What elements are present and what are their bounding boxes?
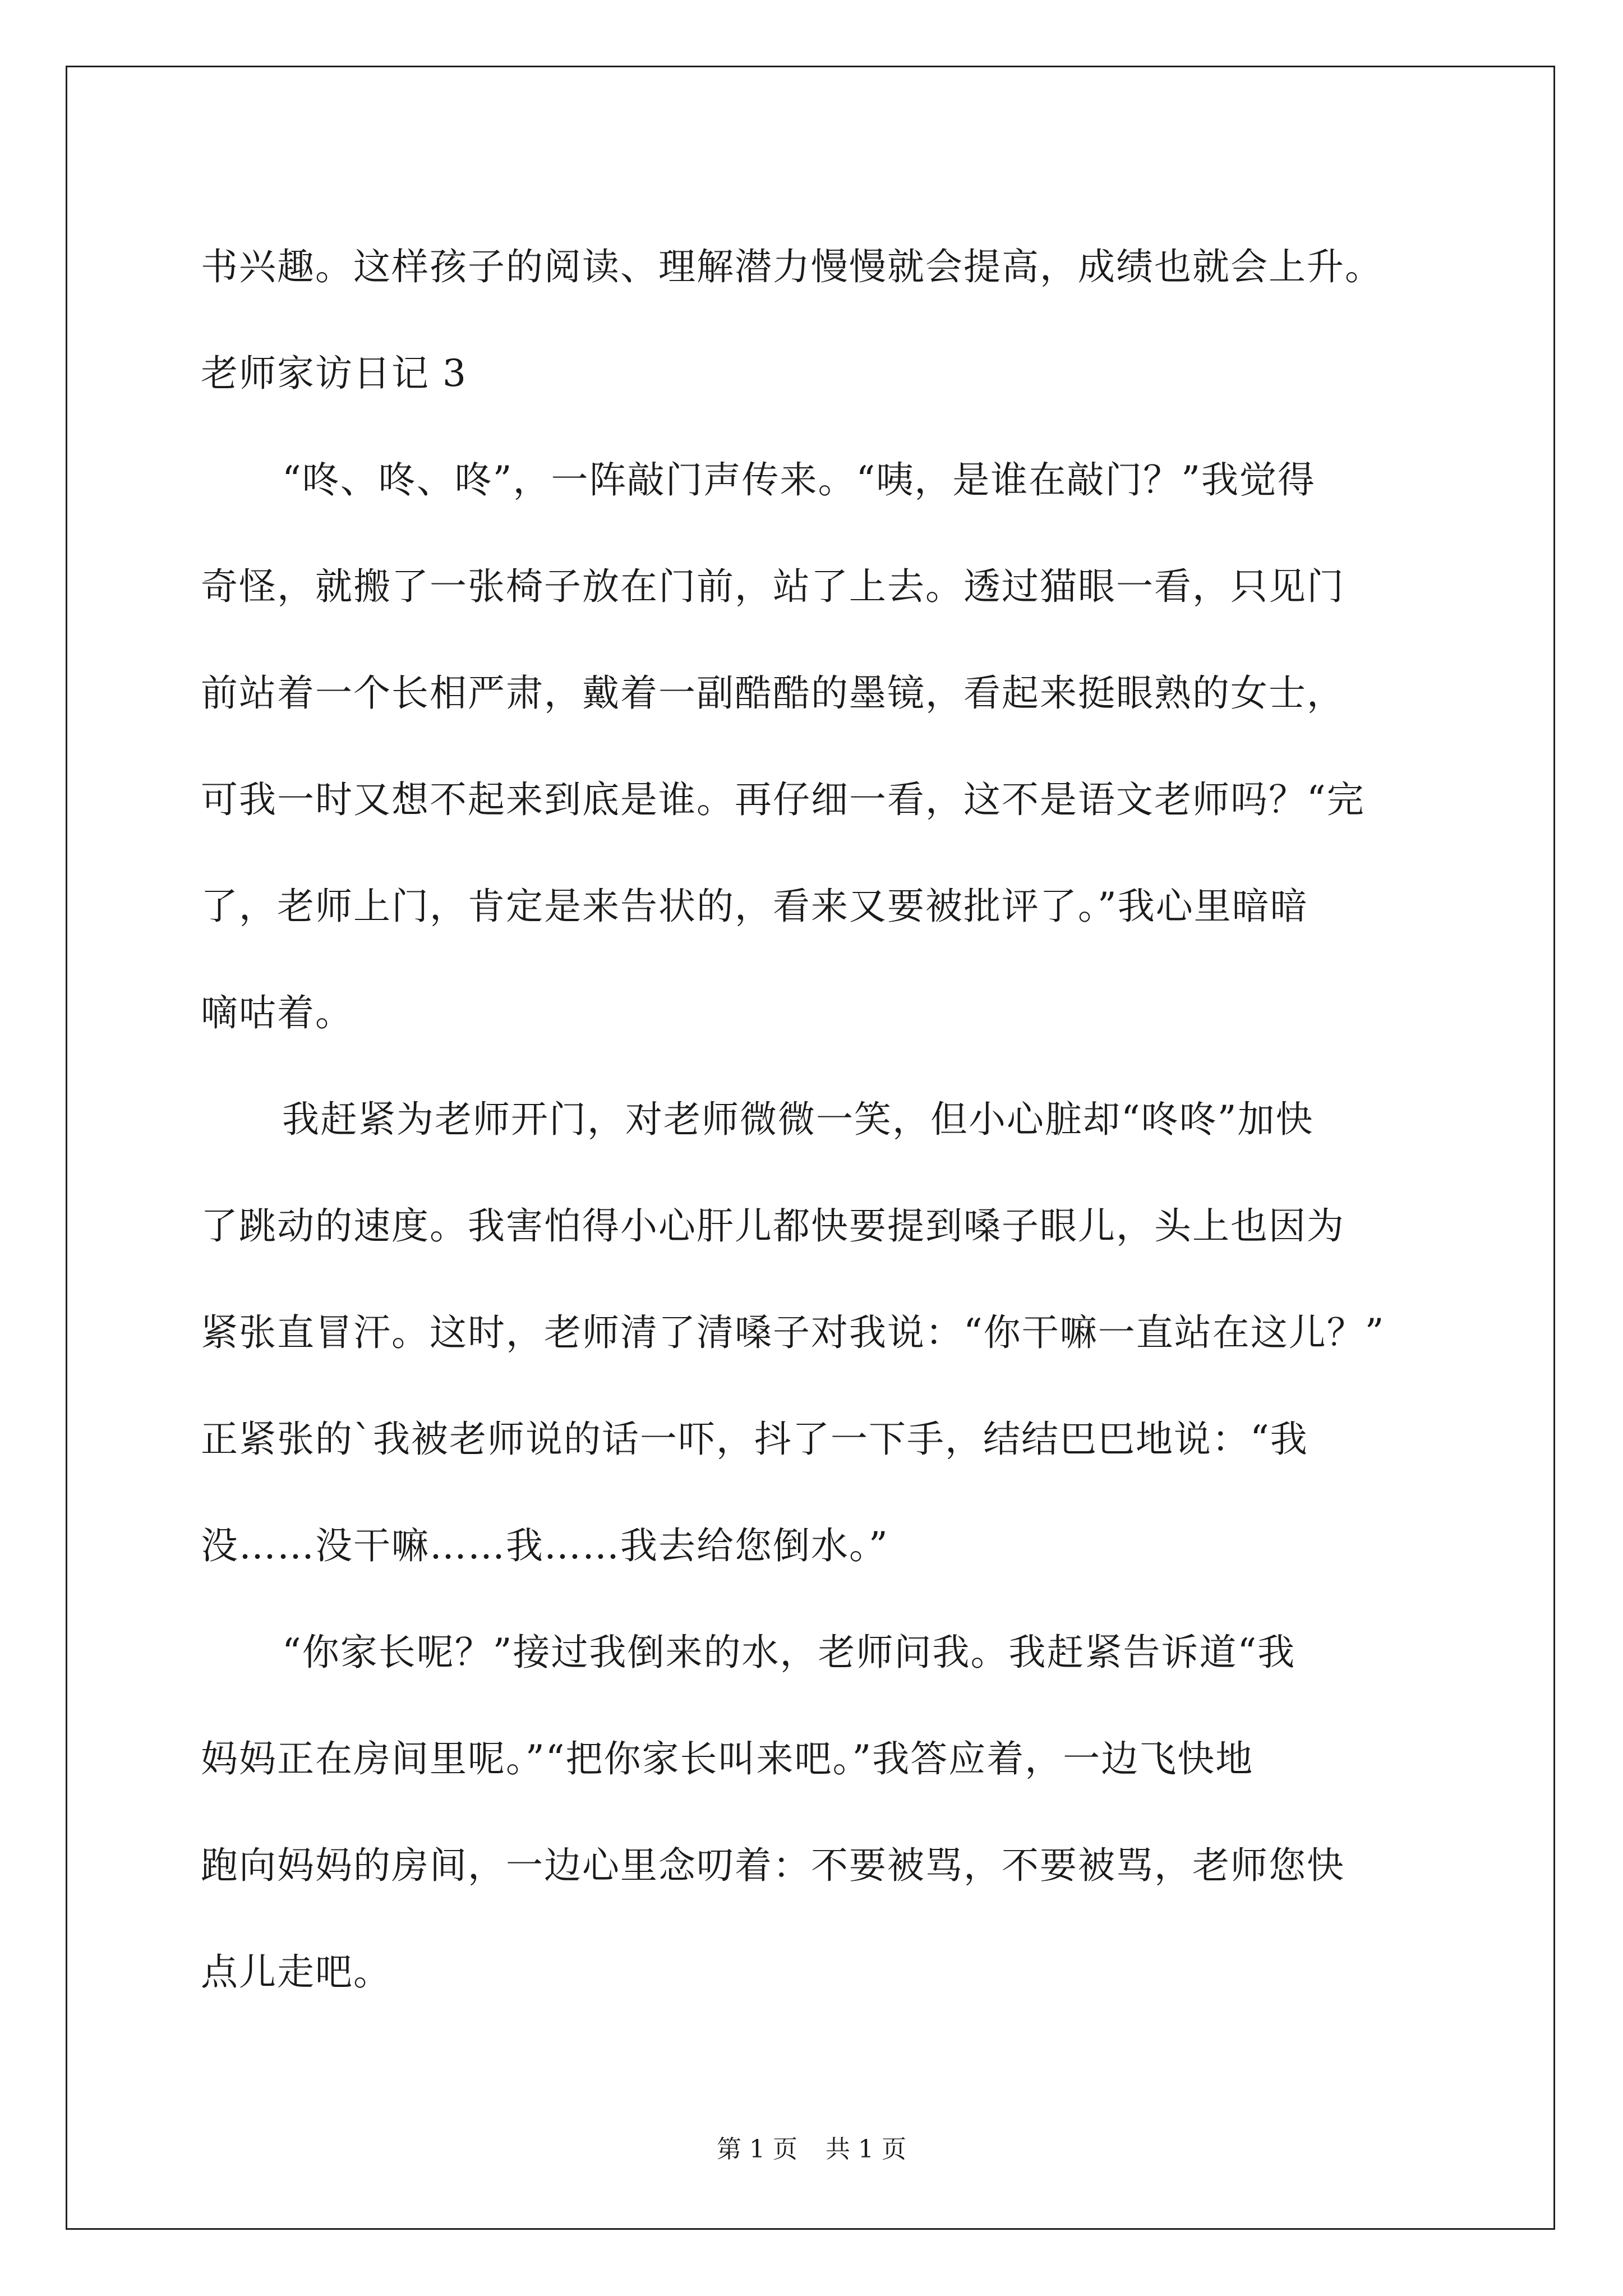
text-line: 正紧张的`我被老师说的话一吓，抖了一下手，结结巴巴地说：“我 (201, 1418, 1308, 1461)
page-number-total: 共 1 页 (826, 2135, 906, 2164)
page-footer (0, 2133, 1623, 2166)
text-line: “咚、咚、咚”，一阵敲门声传来。“咦，是谁在敲门？”我觉得 (282, 458, 1316, 501)
text-line: 了跳动的速度。我害怕得小心肝儿都快要提到嗓子眼儿，头上也因为 (201, 1204, 1345, 1248)
text-line: 紧张直冒汗。这时，老师清了清嗓子对我说：“你干嘛一直站在这儿？” (201, 1311, 1385, 1354)
text-line: 点儿走吧。 (201, 1950, 391, 1994)
section-heading: 老师家访日记 3 (201, 352, 467, 395)
text-line: 没……没干嘛……我……我去给您倒水。” (201, 1524, 889, 1567)
text-line: 嘀咕着。 (201, 991, 353, 1034)
text-line: 跑向妈妈的房间，一边心里念叨着：不要被骂，不要被骂，老师您快 (201, 1844, 1345, 1887)
text-line: 可我一时又想不起来到底是谁。再仔细一看，这不是语文老师吗？“完 (201, 778, 1365, 821)
text-line: 书兴趣。这样孩子的阅读、理解潜力慢慢就会提高，成绩也就会上升。 (201, 245, 1383, 288)
page-number-current: 第 1 页 (717, 2135, 797, 2164)
text-line: 奇怪，就搬了一张椅子放在门前，站了上去。透过猫眼一看，只见门 (201, 565, 1345, 608)
document-body (201, 214, 1435, 2026)
text-line: 了，老师上门，肯定是来告状的，看来又要被批评了。”我心里暗暗 (201, 885, 1308, 928)
text-line: “你家长呢？”接过我倒来的水，老师问我。我赶紧告诉道“我 (282, 1631, 1296, 1674)
text-line: 妈妈正在房间里呢。”“把你家长叫来吧。”我答应着，一边飞快地 (201, 1737, 1254, 1780)
text-line: 我赶紧为老师开门，对老师微微一笑，但小心脏却“咚咚”加快 (282, 1098, 1314, 1141)
text-line: 前站着一个长相严肃，戴着一副酷酷的墨镜，看起来挺眼熟的女士， (201, 671, 1345, 715)
